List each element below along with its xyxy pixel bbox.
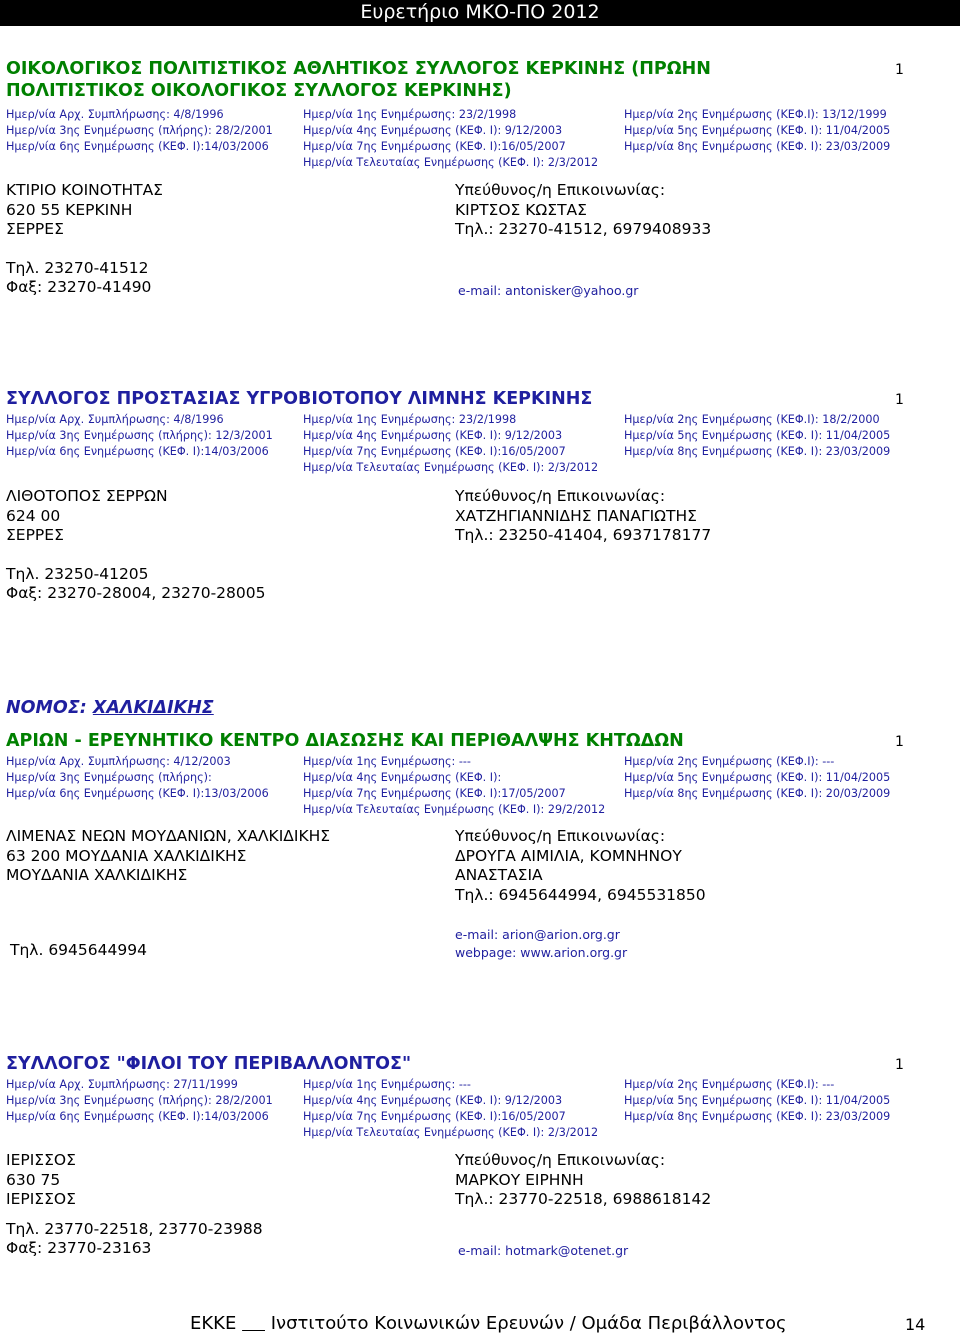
date-field: Ημερ/νία 7ης Ενημέρωσης (ΚΕΦ. Ι):16/05/2007 [303,140,566,153]
nomos-value: ΧΑΛΚΙΔΙΚΗΣ [92,698,214,718]
nomos-heading [6,698,214,718]
address-block [6,487,265,604]
date-field: Ημερ/νία Αρχ. Συμπλήρωσης: 4/8/1996 [6,413,224,426]
contact-name: ΜΑΡΚΟΥ ΕΙΡΗΝΗ [455,1170,584,1189]
date-field: Ημερ/νία 7ης Ενημέρωσης (ΚΕΦ. Ι):16/05/2007 [303,1110,566,1123]
address-line: ΛΙΘΟΤΟΠΟΣ ΣΕΡΡΩΝ [6,487,168,505]
phone: Τηλ. 23770-22518, 23770-23988 [6,1219,263,1238]
date-field: Ημερ/νία 4ης Ενημέρωσης (ΚΕΦ. Ι): 9/12/2003 [303,1094,563,1107]
dates-block [6,107,956,177]
contact-block [455,181,711,240]
address-line: ΛΙΜΕΝΑΣ ΝΕΩΝ ΜΟΥΔΑΝΙΩΝ, ΧΑΛΚΙΔΙΚΗΣ [6,827,331,845]
date-field: Ημερ/νία 7ης Ενημέρωσης (ΚΕΦ. Ι):16/05/2007 [303,445,566,458]
date-field: Ημερ/νία Αρχ. Συμπλήρωσης: 4/12/2003 [6,755,231,768]
nomos-label: ΝΟΜΟΣ: [6,698,87,718]
footer-text: Ινστιτούτο Κοινωνικών Ερευνών / Ομάδα Περιβάλλοντος [264,1313,787,1334]
contact-phone: Τηλ.: 23270-41512, 6979408933 [455,220,712,238]
fax: Φαξ: 23270-41490 [6,278,152,296]
date-field: Ημερ/νία 2ης Ενημέρωσης (ΚΕΦ.Ι): 18/2/2000 [624,413,880,426]
date-field: Ημερ/νία 1ης Ενημέρωσης: --- [303,755,471,768]
webpage-link[interactable]: webpage: www.arion.org.gr [455,945,628,960]
date-field: Ημερ/νία 5ης Ενημέρωσης (ΚΕΦ. Ι): 11/04/2005 [624,429,891,442]
contact-block [455,827,706,905]
date-field: Ημερ/νία 2ης Ενημέρωσης (ΚΕΦ.Ι): 13/12/1999 [624,108,887,121]
fax: Φαξ: 23770-23163 [6,1239,152,1257]
address-line: ΜΟΥΔΑΝΙΑ ΧΑΛΚΙΔΙΚΗΣ [6,866,188,884]
date-field: Ημερ/νία 8ης Ενημέρωσης (ΚΕΦ. Ι): 23/03/2009 [624,1110,891,1123]
address-line: ΙΕΡΙΣΣΟΣ [6,1190,76,1208]
date-field: Ημερ/νία 6ης Ενημέρωσης (ΚΕΦ. Ι):14/03/2006 [6,140,269,153]
dates-block [6,1077,956,1147]
entry-title: ΣΥΛΛΟΓΟΣ "ΦΙΛΟΙ ΤΟΥ ΠΕΡΙΒΑΛΛΟΝΤΟΣ" [6,1054,412,1074]
address-block [6,827,330,886]
date-field: Ημερ/νία 8ης Ενημέρωσης (ΚΕΦ. Ι): 23/03/2009 [624,445,891,458]
date-field: Ημερ/νία Αρχ. Συμπλήρωσης: 27/11/1999 [6,1078,238,1091]
address-line: ΚΤΙΡΙΟ ΚΟΙΝΟΤΗΤΑΣ [6,181,163,199]
date-field: Ημερ/νία 3ης Ενημέρωσης (πλήρης): [6,771,212,784]
date-field: Ημερ/νία 8ης Ενημέρωσης (ΚΕΦ. Ι): 23/03/2009 [624,140,891,153]
contact-phone: Τηλ.: 23250-41404, 6937178177 [455,526,712,544]
address-line: 630 75 [6,1170,61,1189]
date-field: Ημερ/νία 5ης Ενημέρωσης (ΚΕΦ. Ι): 11/04/2005 [624,1094,891,1107]
date-field: Ημερ/νία 4ης Ενημέρωσης (ΚΕΦ. Ι): [303,771,502,784]
date-field: Ημερ/νία 4ης Ενημέρωσης (ΚΕΦ. Ι): 9/12/2003 [303,124,563,137]
contact-name: ΚΙΡΤΣΟΣ ΚΩΣΤΑΣ [455,200,587,219]
page-footer [190,1313,787,1334]
date-field: Ημερ/νία 5ης Ενημέρωσης (ΚΕΦ. Ι): 11/04/2005 [624,124,891,137]
date-field: Ημερ/νία 3ης Ενημέρωσης (πλήρης): 28/2/2001 [6,124,273,137]
fax: Φαξ: 23270-28004, 23270-28005 [6,584,266,602]
entry-title: ΟΙΚΟΛΟΓΙΚΟΣ ΠΟΛΙΤΙΣΤΙΚΟΣ ΑΘΛΗΤΙΚΟΣ ΣΥΛΛΟΓΟΣ ΚΕΡΚΙΝΗΣ (ΠΡΩΗΝ [6,59,711,79]
dates-block [6,754,956,824]
entry-number: 1 [895,734,904,750]
contact-phone: Τηλ.: 23770-22518, 6988618142 [455,1190,712,1208]
address-block [6,181,163,298]
contact-label: Υπεύθυνος/η Επικοινωνίας: [455,487,666,505]
address-block [6,1151,263,1259]
contact-name: ΧΑΤΖΗΓΙΑΝΝΙΔΗΣ ΠΑΝΑΓΙΩΤΗΣ [455,506,697,525]
date-field: Ημερ/νία 6ης Ενημέρωσης (ΚΕΦ. Ι):13/03/2006 [6,787,269,800]
date-field: Ημερ/νία Αρχ. Συμπλήρωσης: 4/8/1996 [6,108,224,121]
date-field: Ημερ/νία 6ης Ενημέρωσης (ΚΕΦ. Ι):14/03/2006 [6,1110,269,1123]
contact-name-cont: ΑΝΑΣΤΑΣΙΑ [455,866,543,884]
address-line: ΣΕΡΡΕΣ [6,526,64,544]
email-link[interactable]: e-mail: antonisker@yahoo.gr [458,283,639,298]
last-update: Ημερ/νία Τελευταίας Ενημέρωσης (ΚΕΦ. Ι): 2/3/2012 [303,1126,599,1139]
date-field: Ημερ/νία 8ης Ενημέρωσης (ΚΕΦ. Ι): 20/03/2009 [624,787,891,800]
date-field: Ημερ/νία 6ης Ενημέρωσης (ΚΕΦ. Ι):14/03/2006 [6,445,269,458]
date-field: Ημερ/νία 4ης Ενημέρωσης (ΚΕΦ. Ι): 9/12/2003 [303,429,563,442]
entry-title: ΑΡΙΩΝ - ΕΡΕΥΝΗΤΙΚΟ ΚΕΝΤΡΟ ΔΙΑΣΩΣΗΣ ΚΑΙ ΠΕΡΙΘΑΛΨΗΣ ΚΗΤΩΔΩΝ [6,731,684,751]
date-field: Ημερ/νία 1ης Ενημέρωσης: --- [303,1078,471,1091]
date-field: Ημερ/νία 5ης Ενημέρωσης (ΚΕΦ. Ι): 11/04/2005 [624,771,891,784]
entry-number: 1 [895,392,904,408]
dates-block [6,412,956,482]
page-header: Ευρετήριο ΜΚΟ-ΠΟ 2012 [0,0,960,26]
phone: Τηλ. 6945644994 [10,941,147,959]
contact-block [455,487,711,546]
address-line: 620 55 ΚΕΡΚΙΝΗ [6,200,133,219]
contact-label: Υπεύθυνος/η Επικοινωνίας: [455,827,666,845]
contact-label: Υπεύθυνος/η Επικοινωνίας: [455,1151,666,1169]
phone: Τηλ. 23270-41512 [6,258,149,277]
date-field: Ημερ/νία 2ης Ενημέρωσης (ΚΕΦ.Ι): --- [624,1078,835,1091]
contact-phone: Τηλ.: 6945644994, 6945531850 [455,885,706,904]
date-field: Ημερ/νία 1ης Ενημέρωσης: 23/2/1998 [303,108,517,121]
footer-org: ΕΚΚΕ [190,1313,237,1334]
address-line: 63 200 ΜΟΥΔΑΝΙΑ ΧΑΛΚΙΔΙΚΗΣ [6,846,247,865]
last-update: Ημερ/νία Τελευταίας Ενημέρωσης (ΚΕΦ. Ι): 2/3/2012 [303,156,599,169]
entry-title-line2: ΠΟΛΙΤΙΣΤΙΚΟΣ ΟΙΚΟΛΟΓΙΚΟΣ ΣΥΛΛΟΓΟΣ ΚΕΡΚΙΝΗΣ) [6,81,512,101]
date-field: Ημερ/νία 2ης Ενημέρωσης (ΚΕΦ.Ι): --- [624,755,835,768]
address-line: ΣΕΡΡΕΣ [6,220,64,238]
date-field: Ημερ/νία 3ης Ενημέρωσης (πλήρης): 28/2/2001 [6,1094,273,1107]
entry-number: 1 [895,1057,904,1073]
contact-block [455,1151,711,1210]
address-line: 624 00 [6,506,61,525]
email-link[interactable]: e-mail: arion@arion.org.gr [455,927,620,942]
entry-title: ΣΥΛΛΟΓΟΣ ΠΡΟΣΤΑΣΙΑΣ ΥΓΡΟΒΙΟΤΟΠΟΥ ΛΙΜΝΗΣ ΚΕΡΚΙΝΗΣ [6,389,593,409]
entry-number: 1 [895,62,904,78]
last-update: Ημερ/νία Τελευταίας Ενημέρωσης (ΚΕΦ. Ι): 2/3/2012 [303,461,599,474]
contact-label: Υπεύθυνος/η Επικοινωνίας: [455,181,666,199]
address-line: ΙΕΡΙΣΣΟΣ [6,1151,76,1169]
last-update: Ημερ/νία Τελευταίας Ενημέρωσης (ΚΕΦ. Ι): 29/2/2012 [303,803,606,816]
page-number: 14 [905,1315,926,1334]
date-field: Ημερ/νία 7ης Ενημέρωσης (ΚΕΦ. Ι):17/05/2007 [303,787,566,800]
contact-name: ΔΡΟΥΓΑ ΑΙΜΙΛΙΑ, ΚΟΜΝΗΝΟΥ [455,846,682,865]
email-link[interactable]: e-mail: hotmark@otenet.gr [458,1243,629,1258]
phone: Τηλ. 23250-41205 [6,564,149,583]
date-field: Ημερ/νία 1ης Ενημέρωσης: 23/2/1998 [303,413,517,426]
date-field: Ημερ/νία 3ης Ενημέρωσης (πλήρης): 12/3/2001 [6,429,273,442]
